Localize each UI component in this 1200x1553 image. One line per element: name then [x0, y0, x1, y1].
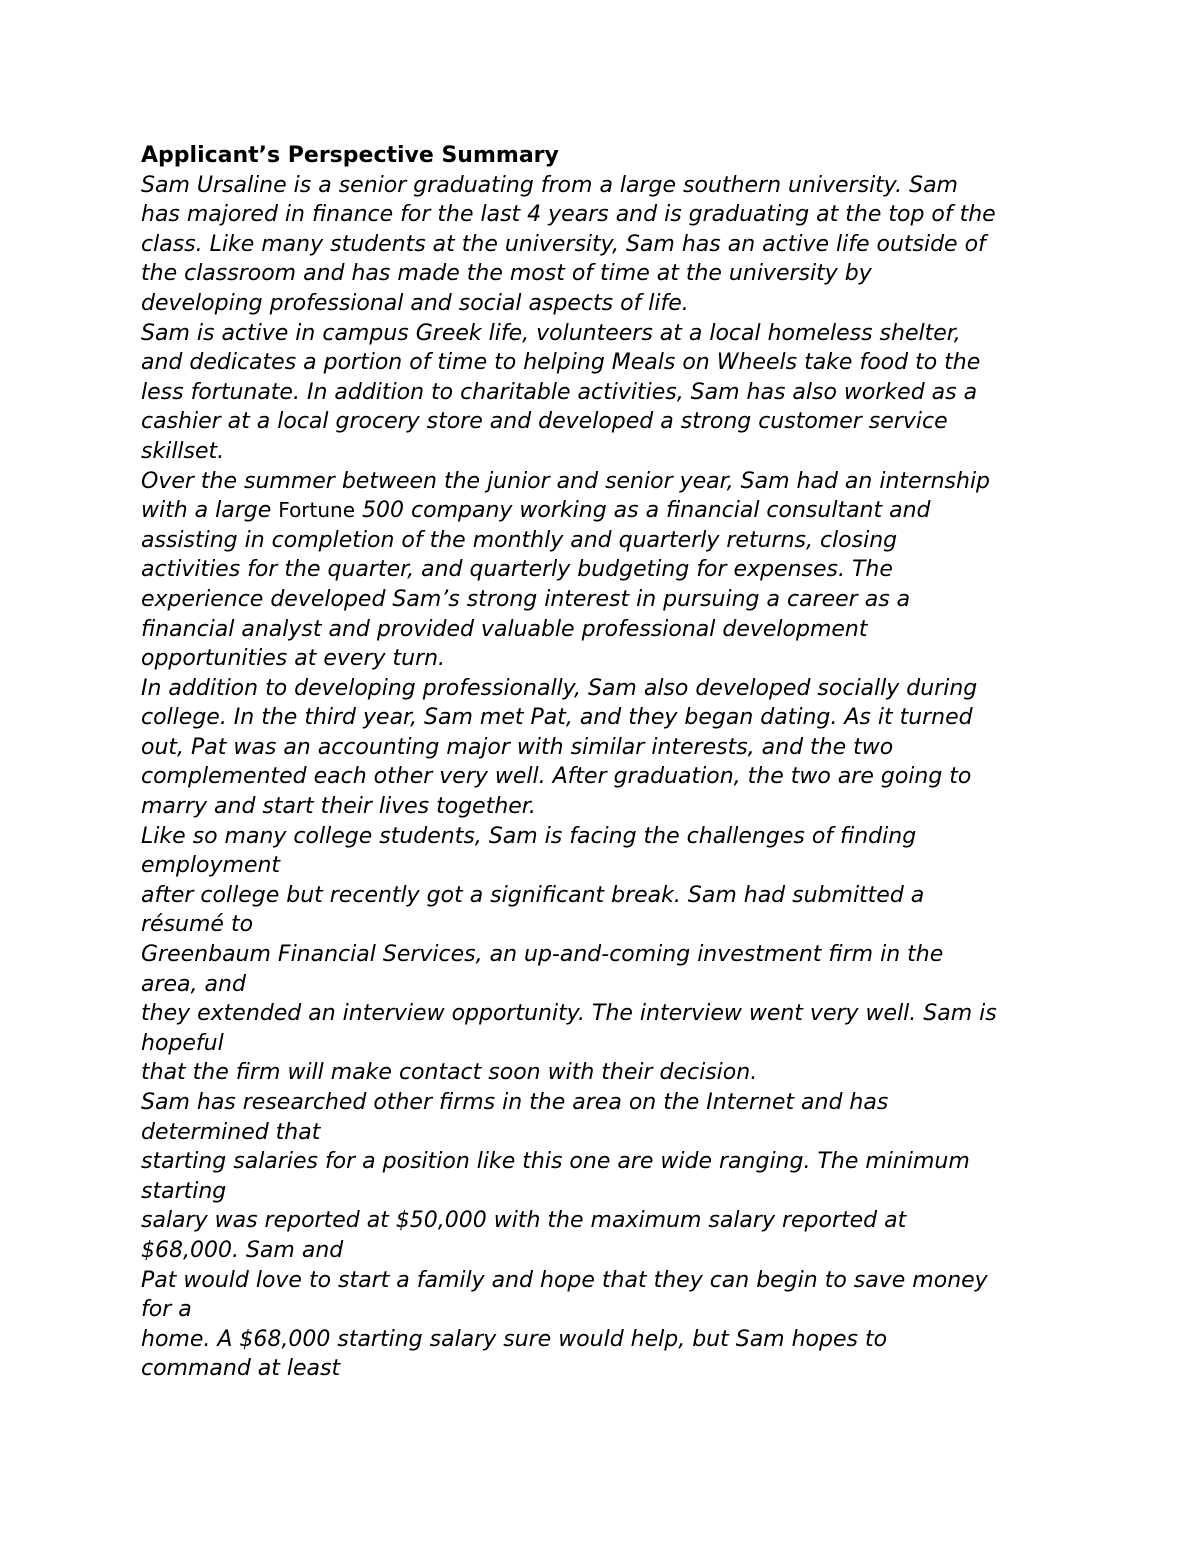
- text-line: Greenbaum Financial Services, an up-and-coming investment firm in the: [141, 942, 944, 968]
- text-line: cashier at a local grocery store and developed a strong customer service: [141, 409, 948, 435]
- text-line: for a: [141, 1297, 192, 1323]
- text-line: starting: [141, 1178, 227, 1204]
- text-line: complemented each other very well. After graduation, the two are going to: [141, 764, 972, 790]
- text-line: [141, 496, 1071, 526]
- text-line: Sam has researched other firms in the area on the Internet and has: [141, 1090, 889, 1115]
- text-line: they extended an interview opportunity. The interview went very well. Sam is: [141, 1001, 997, 1027]
- text-line: starting salaries for a position like this one are wide ranging. The minimum: [141, 1149, 970, 1175]
- text-line: area, and: [141, 971, 246, 997]
- document-text: [141, 171, 1071, 1384]
- text-line: has majored in finance for the last 4 years and is graduating at the top of the: [141, 202, 996, 228]
- text-segment: with a large: [141, 498, 279, 524]
- text-line: the classroom and has made the most of time at the university by: [141, 261, 872, 287]
- text-line: college. In the third year, Sam met Pat, and they began dating. As it turned: [141, 705, 973, 731]
- text-line: activities for the quarter, and quarterly budgeting for expenses. The: [141, 557, 893, 583]
- text-line: that the firm will make contact soon with their decision.: [141, 1060, 758, 1086]
- text-line: Sam Ursaline is a senior graduating from a large southern university. Sam: [141, 172, 958, 198]
- text-line: résumé to: [141, 912, 254, 938]
- company-name: Fortune: [278, 498, 356, 523]
- text-line: Pat would love to start a family and hope that they can begin to save money: [141, 1267, 988, 1293]
- text-line: Over the summer between the junior and senior year, Sam had an internship: [141, 468, 991, 494]
- text-line: less fortunate. In addition to charitable activities, Sam has also worked as a: [141, 379, 978, 405]
- text-line: financial analyst and provided valuable professional development: [141, 616, 868, 642]
- text-line: $68,000. Sam and: [141, 1237, 344, 1263]
- text-line: marry and start their lives together.: [141, 794, 536, 820]
- text-line: experience developed Sam’s strong interest in pursuing a career as a: [141, 586, 911, 612]
- text-segment: 500 company working as a financial consultant and: [355, 498, 931, 524]
- text-line: after college but recently got a significant break. Sam had submitted a: [141, 882, 925, 908]
- text-line: skillset.: [141, 438, 225, 464]
- text-line: class. Like many students at the university, Sam has an active life outside of: [141, 231, 986, 257]
- text-line: opportunities at every turn.: [141, 646, 446, 672]
- text-line: Like so many college students, Sam is facing the challenges of finding: [141, 823, 917, 849]
- text-line: salary was reported at $50,000 with the maximum salary reported at: [141, 1208, 907, 1234]
- text-line: hopeful: [141, 1030, 224, 1056]
- text-line: out, Pat was an accounting major with similar interests, and the two: [141, 734, 894, 760]
- text-line: developing professional and social aspects of life.: [141, 290, 689, 316]
- text-line: and dedicates a portion of time to helping Meals on Wheels take food to the: [141, 350, 981, 376]
- text-line: command at least: [141, 1356, 341, 1382]
- text-line: Sam is active in campus Greek life, volunteers at a local homeless shelter,: [141, 320, 961, 346]
- text-line: In addition to developing professionally, Sam also developed socially during: [141, 675, 978, 701]
- document-title: Applicant’s Perspective Summary: [141, 143, 559, 168]
- document-body: [141, 141, 1071, 1384]
- text-line: home. A $68,000 starting salary sure would help, but Sam hopes to: [141, 1326, 888, 1352]
- text-line: employment: [141, 853, 281, 879]
- text-line: determined that: [141, 1119, 321, 1145]
- text-line: assisting in completion of the monthly and quarterly returns, closing: [141, 527, 898, 553]
